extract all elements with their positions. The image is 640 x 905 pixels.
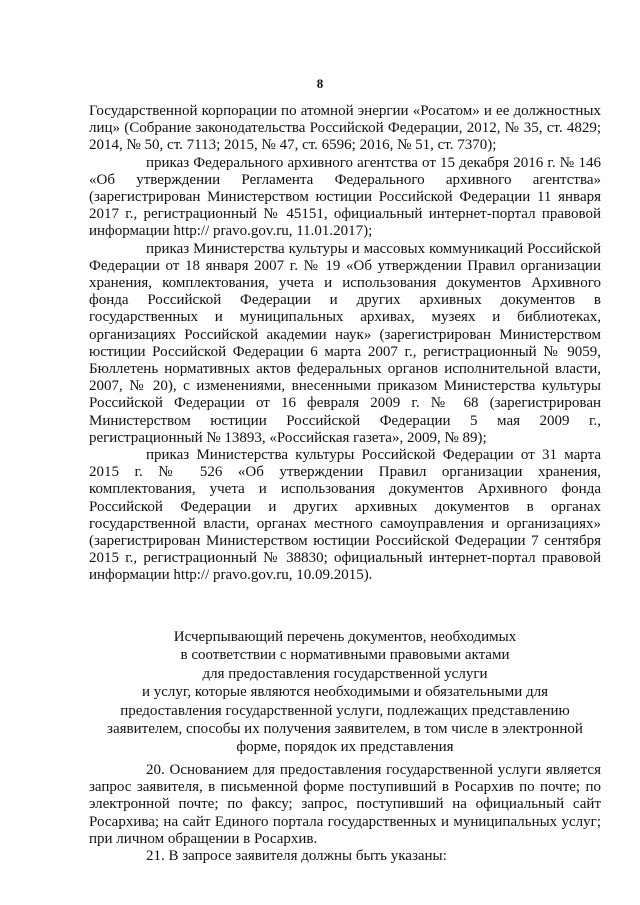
heading-line: предоставления государственной услуги, подлежащих представлению [120, 702, 570, 719]
paragraph-rosatom-continuation: Государственной корпорации по атомной энергии «Росатом» и ее должностных лиц» (Собрание законодательства Российской Федерации, 2012, № 35, ст. 4829; 2014, № 50, ст. 7113; 2015, № 47, ст. 6596; 2016, № 51, ст. 7370); [89, 103, 601, 154]
paragraph-order-ministry-culture-2007: приказ Министерства культуры и массовых коммуникаций Российской Федерации от 18 января 2007 г. № 19 «Об утверждении Правил организации хранения, комплектования, учета и использования документов Архивного фонда Российской Федерации и других архивных документов в государственных и муниципальных архивах, музеях и библиотеках, организациях Российской академии наук» (зарегистрирован Министерством юстиции Российской Федерации 6 марта 2007 г., регистрационный № 9059, Бюллетень нормативных актов федеральных органов исполнительной власти, 2007, № 20), с изменениями, внесенными приказом Министерства культуры Российской Федерации от 16 февраля 2009 г. № 68 (зарегистрирован Министерством юстиции Российской Федерации 5 мая 2009 г., регистрационный № 13893, «Российская газета», 2009, № 89); [89, 240, 601, 446]
paragraph-item-21: 21. В запросе заявителя должны быть указаны: [146, 848, 447, 865]
legal-references-block [89, 103, 601, 585]
heading-line: для предоставления государственной услуги [202, 665, 488, 682]
section-20-21-block [89, 762, 601, 865]
paragraph-item-20: 20. Основанием для предоставления государственной услуги является запрос заявителя, в письменной форме поступивший в Росархив по почте; по электронной почте; по факсу; запрос, поступивший на официальный сайт Росархива; на сайт Единого портала государственных и муниципальных услуг; при личном обращении в Росархив. [89, 762, 601, 847]
heading-line: форме, порядок их представления [236, 739, 454, 756]
section-heading [89, 628, 601, 757]
heading-line: Исчерпывающий перечень документов, необходимых [173, 629, 517, 645]
page-number: 8 [316, 76, 324, 91]
heading-line: и услуг, которые являются необходимыми и обязательными для [141, 684, 549, 701]
heading-line: в соответствии с нормативными правовыми актами [180, 647, 510, 664]
heading-line: заявителем, способы их получения заявителем, в том числе в электронной [107, 721, 583, 738]
paragraph-order-ministry-culture-2015: приказ Министерства культуры Российской Федерации от 31 марта 2015 г. № 526 «Об утверждении Правил организации хранения, комплектования, учета и использования документов Архивного фонда Российской Федерации и других архивных документов в органах государственной власти, органах местного самоуправления и организациях» (зарегистрирован Министерством юстиции Российской Федерации 7 сентября 2015 г., регистрационный № 38830; официальный интернет-портал правовой информации http:// pravo.gov.ru, 10.09.2015). [89, 447, 601, 584]
paragraph-order-archive-agency: приказ Федерального архивного агентства от 15 декабря 2016 г. № 146 «Об утверждении Регламента Федерального архивного агентства» (зарегистрирован Министерством юстиции Российской Федерации 11 января 2017 г., регистрационный № 45151, официальный интернет-портал правовой информации http:// pravo.gov.ru, 11.01.2017); [89, 154, 601, 240]
